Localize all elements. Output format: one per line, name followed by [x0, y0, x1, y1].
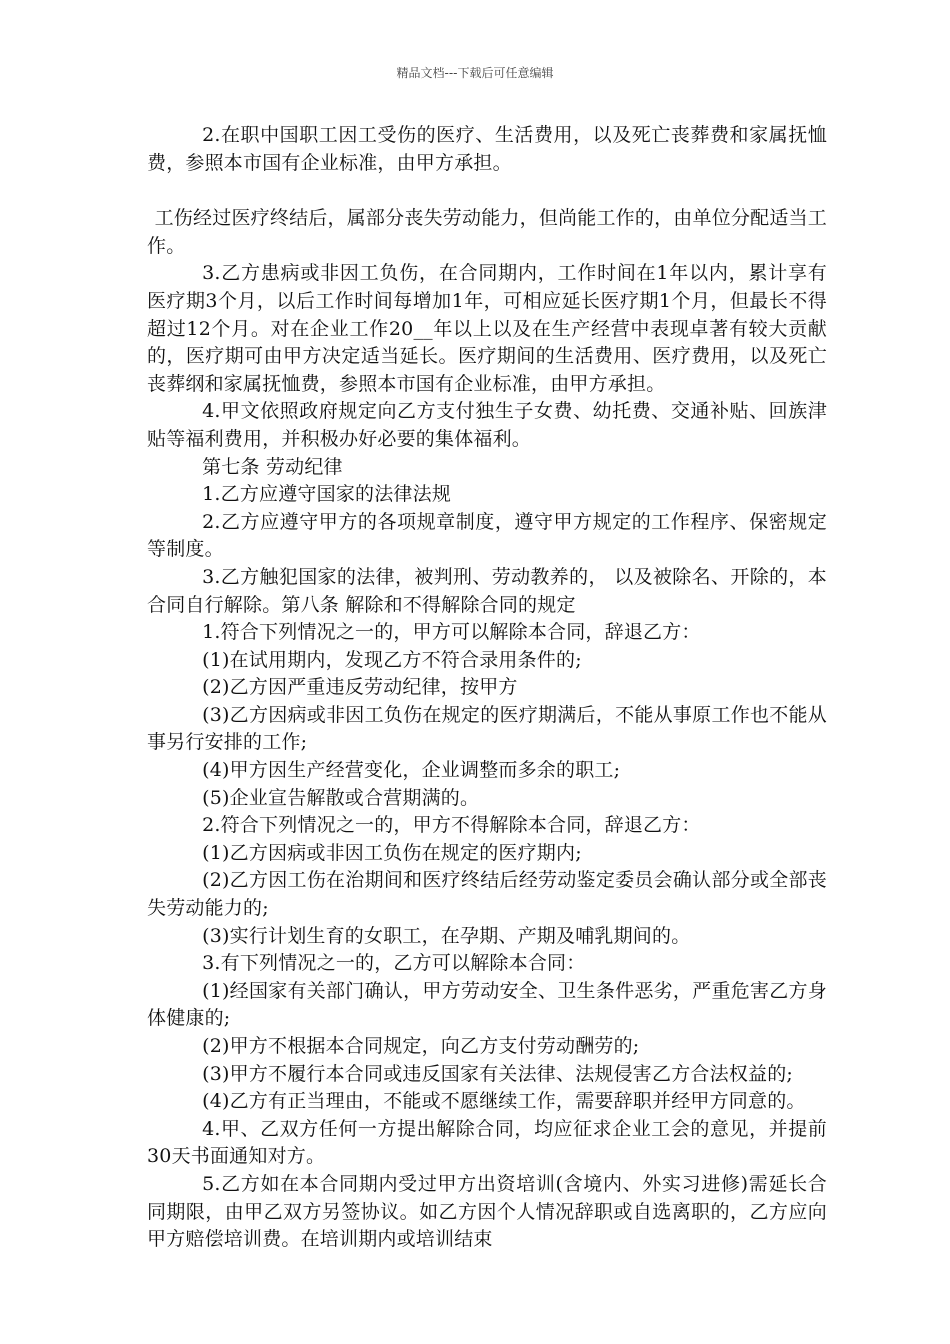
- paragraph: (1)乙方因病或非因工负伤在规定的医疗期内;: [202, 841, 582, 864]
- paragraph: 3.乙方患病或非因工负伤，在合同期内，工作时间在1年以内，累计享有医疗期3个月，以后工作时间每增加1年，可相应延长医疗期1个月，但最长不得超过12个月。对在企业工作20__年以上以及在生产经营中表现卓著有较大贡献的，医疗期可由甲方决定适当延长。医疗期间的生活费用、医疗费用，以及死亡丧葬纲和家属抚恤费，参照本市国有企业标准，由甲方承担。: [147, 262, 827, 395]
- paragraph: 1.乙方应遵守国家的法律法规: [202, 483, 452, 506]
- paragraph: (3)实行计划生育的女职工，在孕期、产期及哺乳期间的。: [202, 924, 691, 947]
- document-body: [147, 122, 827, 1254]
- paragraph: 2.乙方应遵守甲方的各项规章制度，遵守甲方规定的工作程序、保密规定等制度。: [147, 510, 827, 561]
- paragraph: 1.符合下列情况之一的，甲方可以解除本合同，辞退乙方：: [202, 621, 701, 644]
- paragraph: 3.乙方触犯国家的法律，被判刑、劳动教养的， 以及被除名、开除的，本合同自行解除。第八条 解除和不得解除合同的规定: [147, 565, 827, 616]
- paragraph: (4)甲方因生产经营变化，企业调整而多余的职工;: [202, 759, 621, 782]
- paragraph: 5.乙方如在本合同期内受过甲方出资培训(含境内、外实习进修)需延长合同期限，由甲乙双方另签协议。如乙方因个人情况辞职或自选离职的，乙方应向甲方赔偿培训费。在培训期内或培训结束: [147, 1172, 827, 1251]
- paragraph: 2.符合下列情况之一的，甲方不得解除本合同，辞退乙方：: [202, 814, 701, 837]
- page-header: 精品文档---下载后可任意编辑: [396, 66, 554, 80]
- paragraph: (5)企业宣告解散或合营期满的。: [202, 786, 480, 809]
- paragraph: 工伤经过医疗终结后，属部分丧失劳动能力，但尚能工作的，由单位分配适当工作。: [147, 207, 827, 257]
- paragraph: (3)乙方因病或非因工负伤在规定的医疗期满后，不能从事原工作也不能从事另行安排的工作;: [147, 703, 827, 754]
- paragraph: (2)甲方不根据本合同规定，向乙方支付劳动酬劳的;: [202, 1035, 640, 1057]
- paragraph: (4)乙方有正当理由，不能或不愿继续工作，需要辞职并经甲方同意的。: [202, 1090, 806, 1113]
- paragraph: (2)乙方因严重违反劳动纪律，按甲方: [202, 676, 518, 699]
- paragraph-gap: [147, 177, 827, 205]
- paragraph: 3.有下列情况之一的，乙方可以解除本合同：: [202, 952, 586, 975]
- paragraph: (1)在试用期内，发现乙方不符合录用条件的;: [202, 648, 582, 671]
- paragraph: 2.在职中国职工因工受伤的医疗、生活费用，以及死亡丧葬费和家属抚恤费，参照本市国有企业标准，由甲方承担。: [147, 124, 827, 174]
- paragraph: 4.甲文依照政府规定向乙方支付独生子女费、幼托费、交通补贴、回族津贴等福利费用，并积极办好必要的集体福利。: [147, 400, 827, 450]
- paragraph: 第七条 劳动纪律: [202, 455, 343, 478]
- paragraph: 4.甲、乙双方任何一方提出解除合同，均应征求企业工会的意见，并提前30天书面通知对方。: [147, 1117, 827, 1168]
- paragraph: (2)乙方因工伤在治期间和医疗终结后经劳动鉴定委员会确认部分或全部丧失劳动能力的;: [147, 869, 827, 920]
- paragraph: (1)经国家有关部门确认，甲方劳动安全、卫生条件恶劣，严重危害乙方身体健康的;: [147, 979, 827, 1030]
- paragraph: (3)甲方不履行本合同或违反国家有关法律、法规侵害乙方合法权益的;: [202, 1062, 794, 1085]
